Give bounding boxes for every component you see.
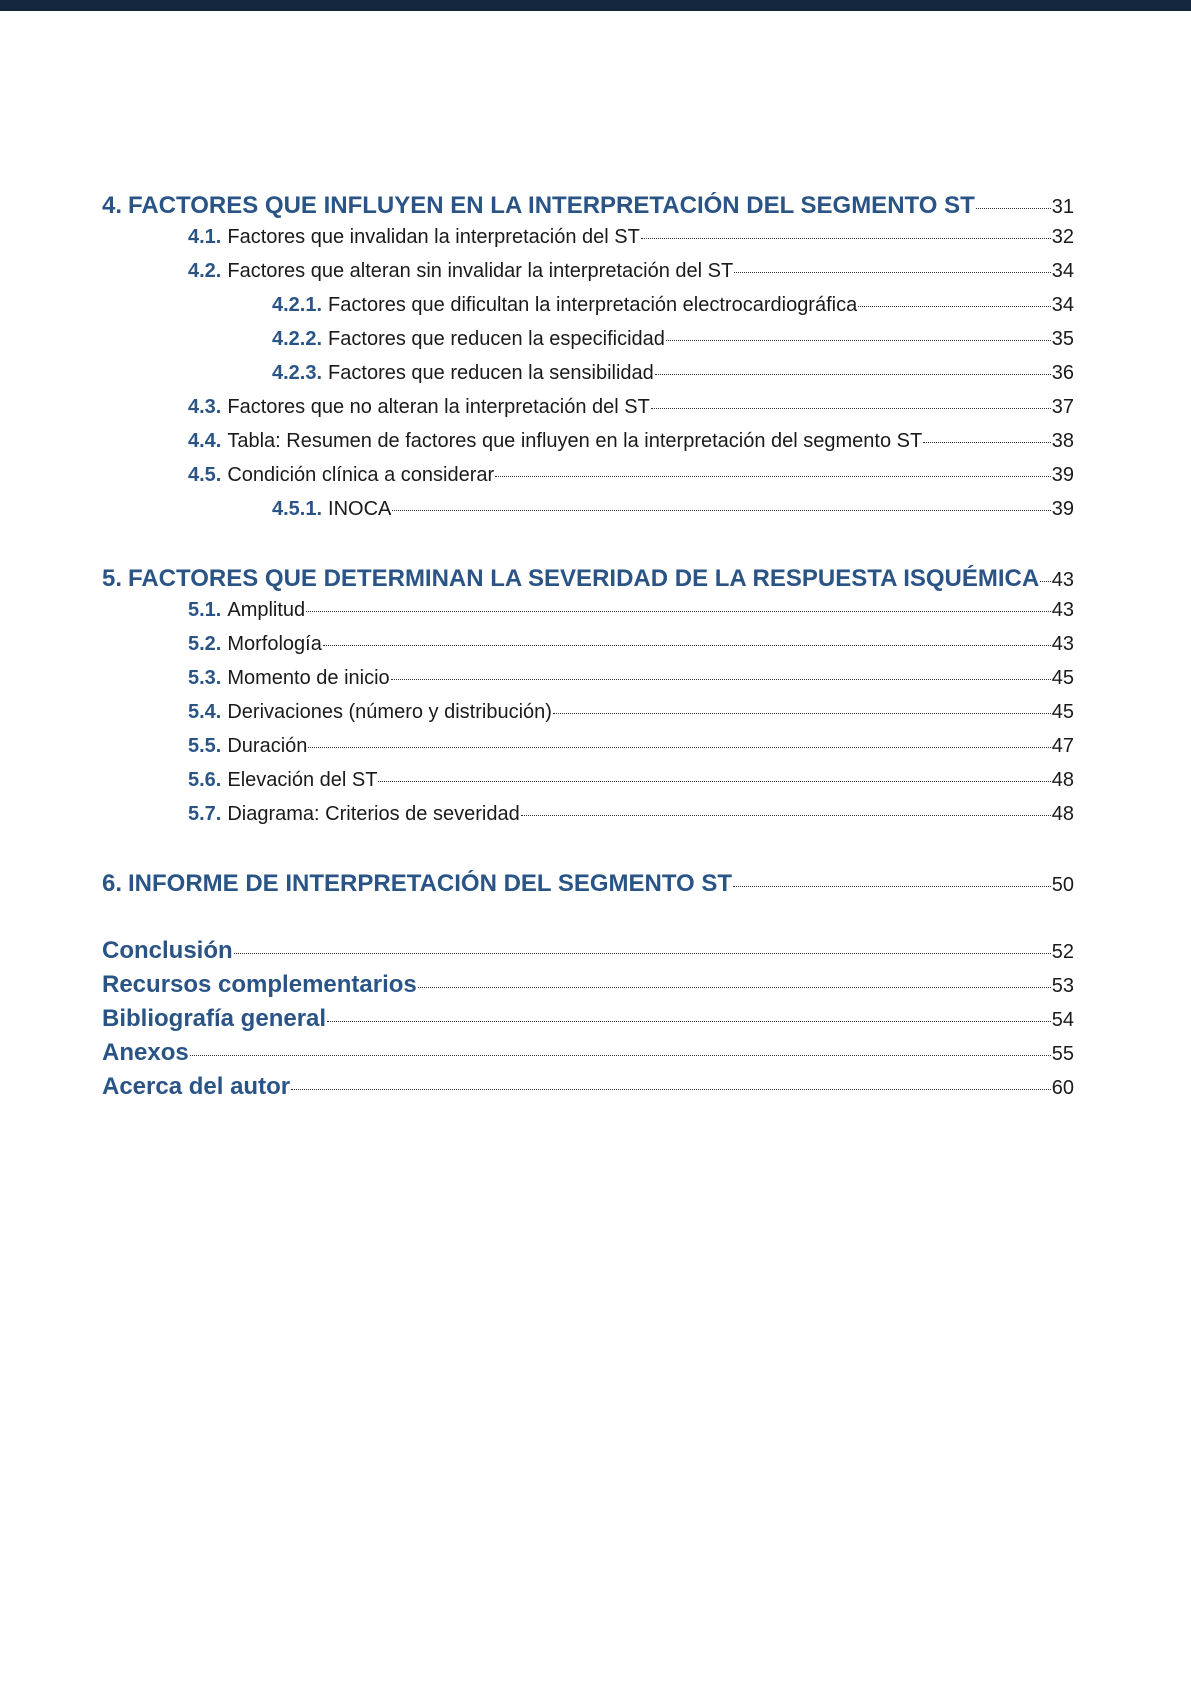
toc-entry-page: 53 [1051,975,1074,997]
toc-entry-title [272,294,857,317]
dot-leader [327,1021,1051,1022]
toc-entry-title [272,498,391,521]
toc-entry-page: 32 [1051,226,1074,248]
toc-entry-title [188,735,307,758]
toc-entry-title [188,396,650,419]
toc-entry-label: FACTORES QUE DETERMINAN LA SEVERIDAD DE LA RESPUESTA ISQUÉMICA [128,565,1040,592]
toc-entry-page: 36 [1051,362,1074,384]
toc-entry-page: 43 [1051,599,1074,621]
toc-entry-title [188,260,733,283]
toc-entry-5-2[interactable] [102,633,1074,667]
dot-leader [291,1089,1051,1090]
section-gap [102,904,1074,937]
toc-entry-label: Bibliografía general [102,1005,327,1032]
toc-entry-page: 54 [1051,1009,1074,1031]
toc-entry-4-2-2[interactable] [102,328,1074,362]
toc-entry-page: 60 [1051,1077,1074,1099]
toc-entry-label: Condición clínica a considerar [227,464,495,486]
toc-entry-number: 5. [102,565,123,592]
table-of-contents [102,192,1074,1107]
toc-entry-label: Factores que dificultan la interpretación electrocardiográfica [328,294,858,316]
dot-leader [923,442,1051,443]
toc-entry-label: Factores que invalidan la interpretación del ST [227,226,640,248]
top-bar [0,0,1191,11]
toc-entry-label: Factores que no alteran la interpretación del ST [227,396,650,418]
dot-leader [1040,581,1051,582]
toc-entry-page: 34 [1051,260,1074,282]
toc-entry-label: Momento de inicio [227,667,390,689]
toc-entry-label: Factores que alteran sin invalidar la interpretación del ST [227,260,734,282]
toc-entry-number: 6. [102,870,123,897]
toc-entry-page: 39 [1051,498,1074,520]
dot-leader [655,374,1051,375]
toc-entry-chapter-4[interactable] [102,192,1074,226]
toc-entry-title [188,430,922,453]
toc-entry-label: Tabla: Resumen de factores que influyen en la interpretación del segmento ST [227,430,923,452]
toc-entry-label: Elevación del ST [227,769,378,791]
dot-leader [666,340,1051,341]
toc-entry-title [188,226,640,249]
toc-entry-page: 38 [1051,430,1074,452]
toc-entry-number: 5.6. [188,769,222,791]
toc-entry-label: Conclusión [102,937,233,964]
toc-entry-number: 4.3. [188,396,222,418]
toc-entry-conclusion[interactable] [102,937,1074,971]
toc-entry-title [188,464,494,487]
toc-entry-number: 5.1. [188,599,222,621]
toc-entry-5-5[interactable] [102,735,1074,769]
section-gap [102,837,1074,870]
toc-entry-number: 5.7. [188,803,222,825]
toc-entry-label: INFORME DE INTERPRETACIÓN DEL SEGMENTO ST [128,870,733,897]
dot-leader [976,208,1051,209]
toc-entry-chapter-5[interactable] [102,565,1074,599]
toc-entry-label: FACTORES QUE INFLUYEN EN LA INTERPRETACIÓN DEL SEGMENTO ST [128,192,975,219]
toc-entry-label: Anexos [102,1039,189,1066]
dot-leader [495,476,1051,477]
toc-entry-number: 4.2.1. [272,294,323,316]
dot-leader [521,815,1051,816]
dot-leader [306,611,1051,612]
toc-entry-title [102,870,732,898]
toc-entry-title [272,328,665,351]
toc-entry-number: 4.2. [188,260,222,282]
dot-leader [733,886,1051,887]
dot-leader [734,272,1051,273]
toc-entry-number: 4.2.3. [272,362,323,384]
toc-entry-number: 4.5. [188,464,222,486]
toc-entry-5-7[interactable] [102,803,1074,837]
toc-entry-label: Recursos complementarios [102,971,417,998]
toc-entry-5-1[interactable] [102,599,1074,633]
toc-entry-page: 48 [1051,769,1074,791]
dot-leader [641,238,1051,239]
toc-entry-title [188,667,390,690]
toc-entry-label: Amplitud [227,599,306,621]
toc-entry-label: Factores que reducen la especificidad [328,328,665,350]
dot-leader [553,713,1051,714]
toc-entry-page: 39 [1051,464,1074,486]
toc-entry-title [188,633,322,656]
toc-entry-title [102,565,1039,593]
toc-entry-title [188,803,520,826]
toc-entry-label: Factores que reducen la sensibilidad [328,362,654,384]
toc-entry-4-4[interactable] [102,430,1074,464]
toc-entry-page: 45 [1051,667,1074,689]
toc-entry-5-3[interactable] [102,667,1074,701]
toc-entry-chapter-6[interactable] [102,870,1074,904]
dot-leader [392,510,1050,511]
toc-entry-bibliography[interactable] [102,1005,1074,1039]
toc-entry-number: 4.2.2. [272,328,323,350]
dot-leader [190,1055,1051,1056]
toc-entry-title [188,701,552,724]
dot-leader [323,645,1051,646]
toc-entry-4-2-3[interactable] [102,362,1074,396]
dot-leader [858,306,1051,307]
toc-entry-resources[interactable] [102,971,1074,1005]
dot-leader [378,781,1050,782]
toc-entry-page: 47 [1051,735,1074,757]
toc-entry-page: 31 [1051,196,1074,218]
toc-entry-page: 52 [1051,941,1074,963]
toc-entry-page: 43 [1051,633,1074,655]
toc-entry-page: 43 [1051,569,1074,591]
toc-entry-annexes[interactable] [102,1039,1074,1073]
toc-entry-4-2[interactable] [102,260,1074,294]
toc-entry-number: 5.4. [188,701,222,723]
toc-entry-5-4[interactable] [102,701,1074,735]
toc-entry-label: INOCA [328,498,392,520]
toc-entry-number: 4. [102,192,123,219]
toc-entry-4-5[interactable] [102,464,1074,498]
section-gap [102,532,1074,565]
toc-entry-label: Morfología [227,633,322,655]
toc-entry-label: Acerca del autor [102,1073,291,1100]
toc-entry-title [188,769,377,792]
toc-entry-title [102,192,975,220]
toc-entry-title [272,362,654,385]
toc-entry-page: 55 [1051,1043,1074,1065]
toc-entry-page: 45 [1051,701,1074,723]
toc-entry-4-5-1[interactable] [102,498,1074,532]
toc-entry-4-1[interactable] [102,226,1074,260]
toc-entry-title [188,599,305,622]
toc-entry-page: 34 [1051,294,1074,316]
dot-leader [418,987,1051,988]
toc-entry-4-2-1[interactable] [102,294,1074,328]
toc-entry-page: 37 [1051,396,1074,418]
toc-entry-page: 50 [1051,874,1074,896]
toc-entry-label: Derivaciones (número y distribución) [227,701,552,723]
toc-entry-number: 4.5.1. [272,498,323,520]
toc-entry-page: 48 [1051,803,1074,825]
toc-entry-number: 4.1. [188,226,222,248]
toc-entry-number: 5.2. [188,633,222,655]
toc-entry-page: 35 [1051,328,1074,350]
toc-entry-5-6[interactable] [102,769,1074,803]
toc-entry-number: 5.5. [188,735,222,757]
toc-entry-label: Duración [227,735,308,757]
dot-leader [234,953,1051,954]
toc-entry-4-3[interactable] [102,396,1074,430]
toc-entry-about-author[interactable] [102,1073,1074,1107]
dot-leader [391,679,1051,680]
toc-entry-label: Diagrama: Criterios de severidad [227,803,520,825]
toc-entry-number: 4.4. [188,430,222,452]
dot-leader [308,747,1050,748]
dot-leader [651,408,1051,409]
toc-entry-number: 5.3. [188,667,222,689]
